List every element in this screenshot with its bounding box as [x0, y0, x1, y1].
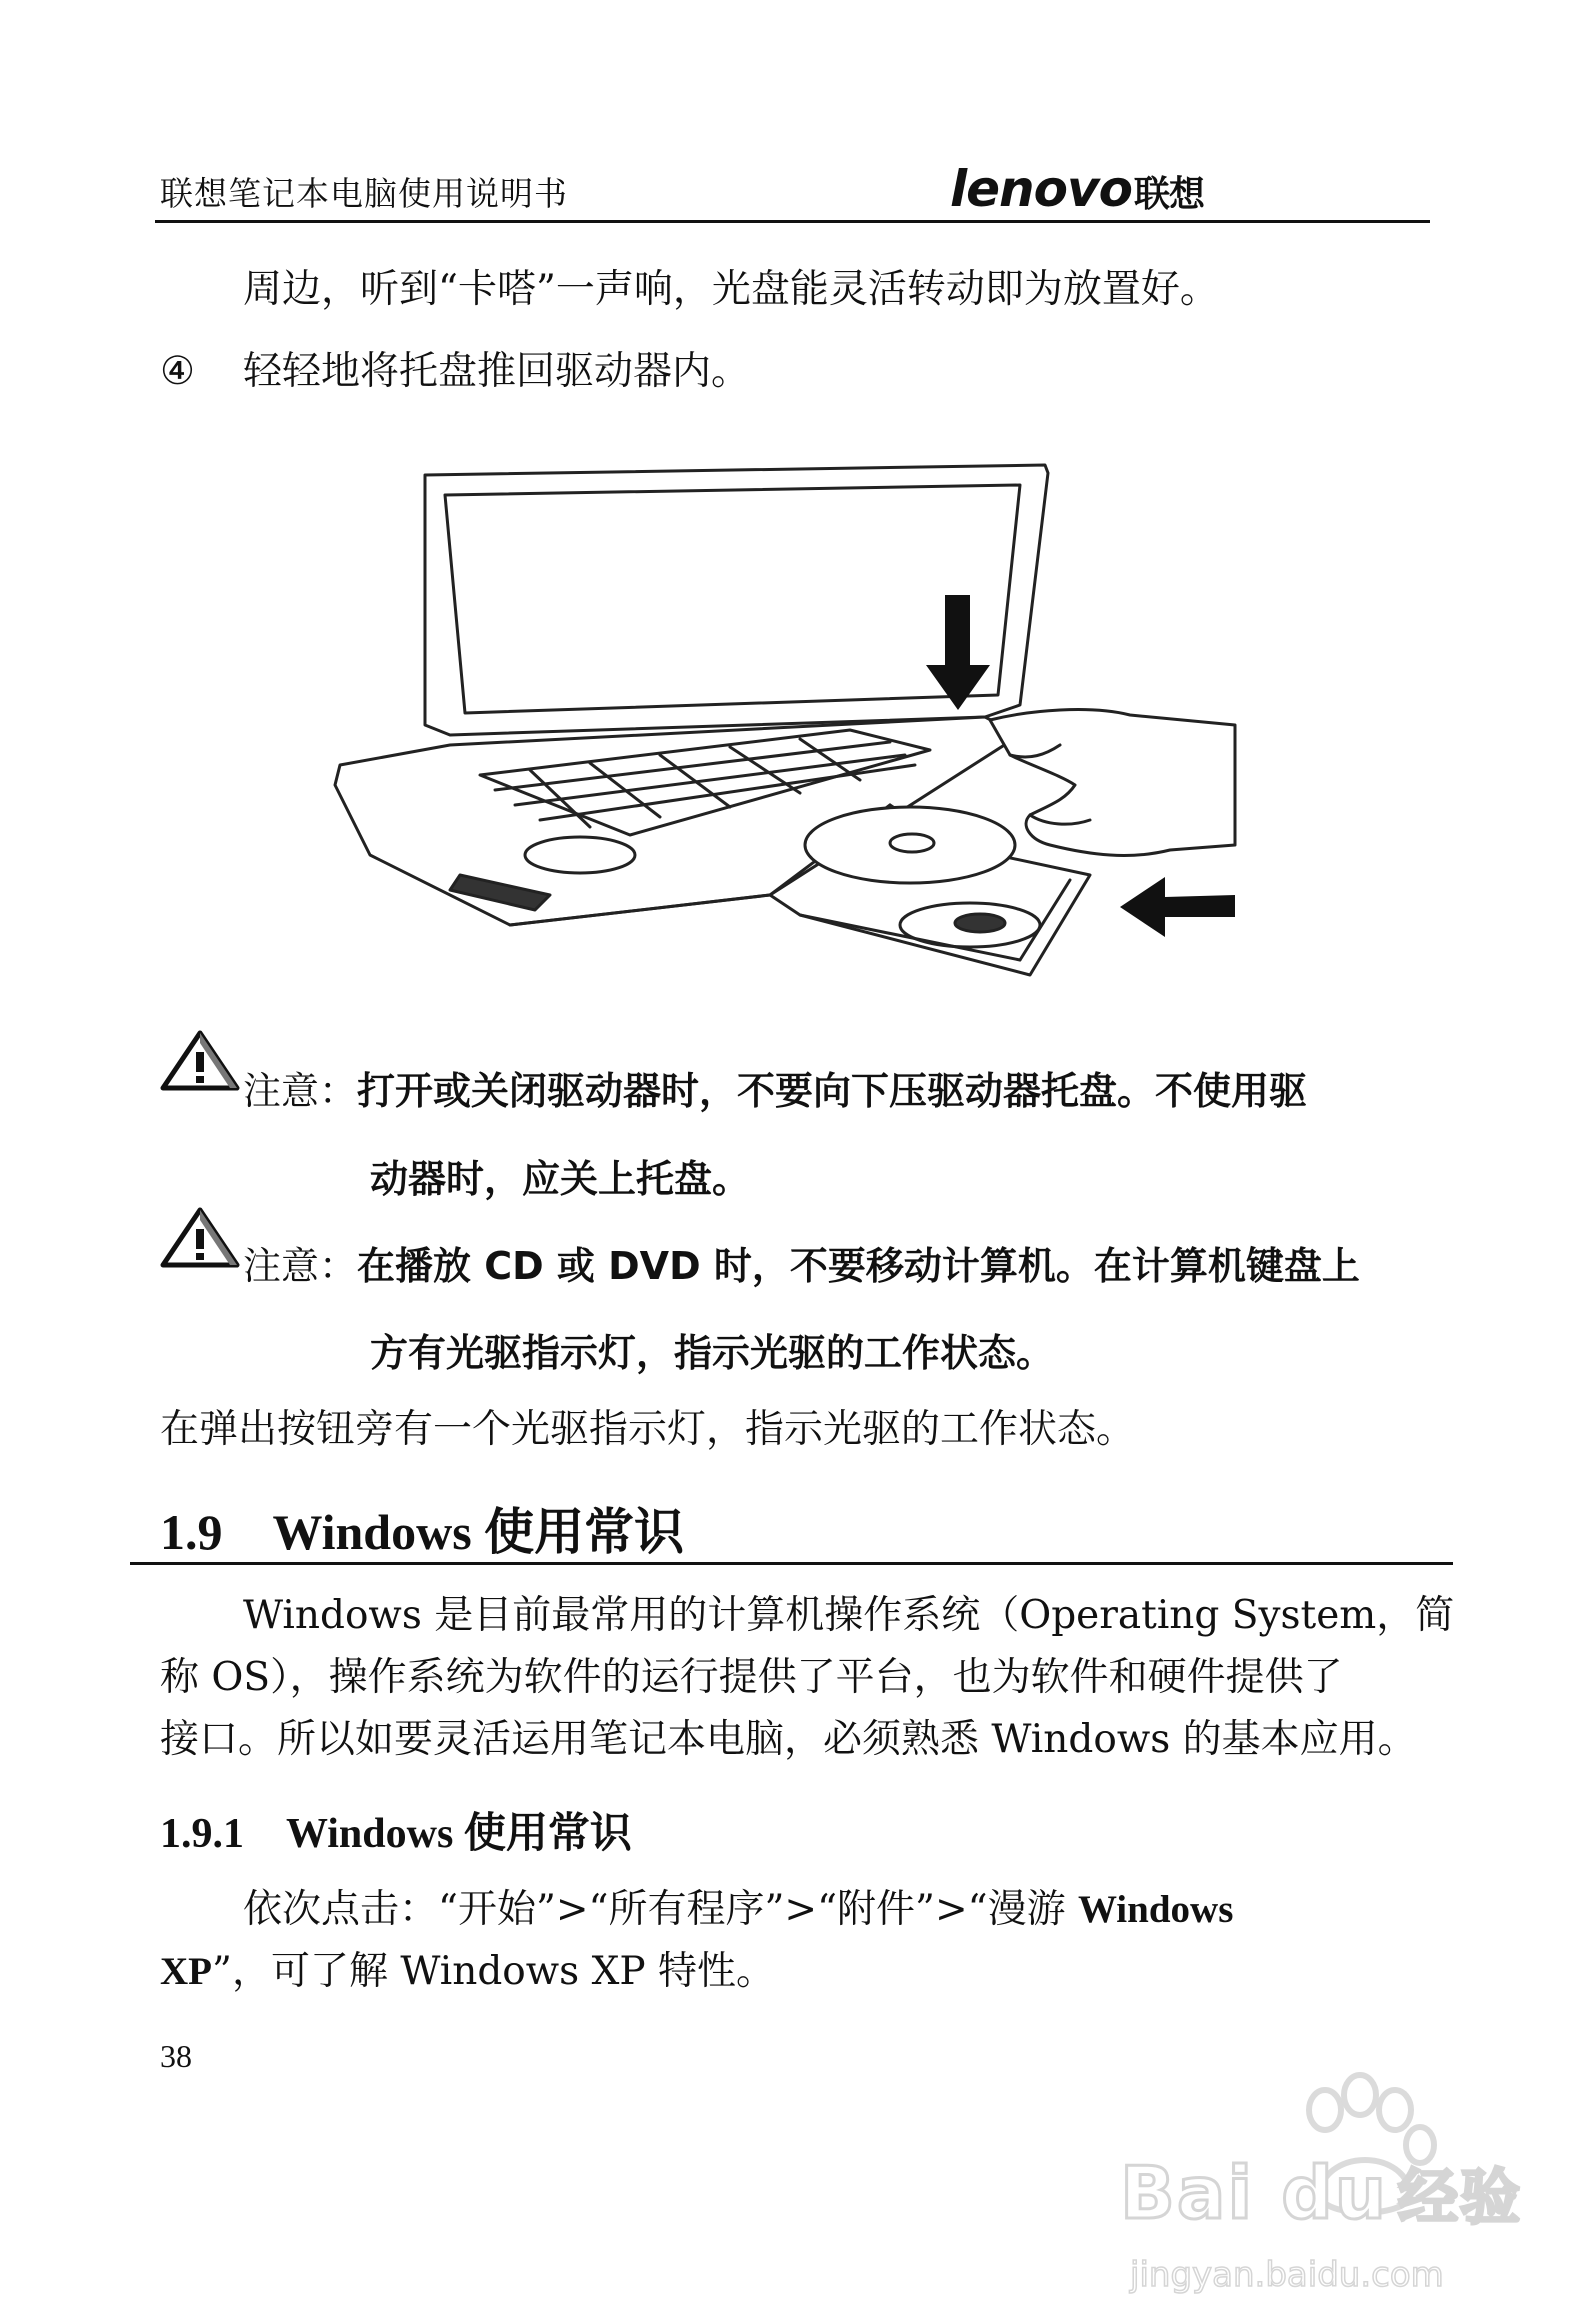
section-body-line: 称 OS），操作系统为软件的运行提供了平台，也为软件和硬件提供了: [160, 1655, 1343, 1700]
warning-icon: [160, 1207, 240, 1269]
sub-body-rest: ”，可了解 Windows XP 特性。: [212, 1949, 775, 1994]
section-body-line: Windows 是目前最常用的计算机操作系统（Operating System，简: [243, 1593, 1455, 1638]
watermark-brand: Bai du: [1120, 2151, 1389, 2235]
lenovo-logo: [950, 160, 1204, 218]
section-heading: [160, 1492, 684, 1564]
step-marker: ④: [160, 349, 195, 394]
note-1-line2: 动器时，应关上托盘。: [370, 1157, 751, 1201]
note-2-line2: 方有光驱指示灯，指示光驱的工作状态。: [370, 1331, 1055, 1375]
watermark-url: jingyan.baidu.com: [1130, 2255, 1444, 2295]
logo-text: lenovo: [950, 160, 1132, 218]
note-2-text: 在播放 CD 或 DVD 时，不要移动计算机。在计算机键盘上: [357, 1244, 1360, 1288]
section-number: 1.9: [160, 1504, 223, 1560]
note-2-line1: [243, 1235, 1360, 1290]
sub-body-bold: Windows: [1078, 1888, 1234, 1931]
note-label: 注意：: [243, 1069, 358, 1113]
indicator-paragraph: 在弹出按钮旁有一个光驱指示灯，指示光驱的工作状态。: [160, 1407, 1136, 1452]
sub-body-line2: [160, 1949, 775, 1994]
section-title-en: Windows: [272, 1504, 472, 1560]
subsection-title-en: Windows: [286, 1811, 454, 1857]
section-rule: [130, 1562, 1453, 1565]
header-title: 联想笔记本电脑使用说明书: [160, 174, 568, 213]
intro-line: 周边，听到“卡嗒”一声响，光盘能灵活转动即为放置好。: [243, 267, 1219, 312]
note-label: 注意：: [243, 1244, 358, 1288]
subsection-number: 1.9.1: [160, 1811, 244, 1857]
header-rule: [155, 220, 1430, 223]
page-number: 38: [160, 2038, 192, 2074]
note-1-line1: [243, 1060, 1307, 1115]
watermark-cn: 经验: [1398, 2163, 1523, 2233]
warning-icon: [160, 1030, 240, 1092]
step-text: 轻轻地将托盘推回驱动器内。: [243, 349, 751, 394]
sub-body-bold: XP: [160, 1950, 212, 1993]
section-title-cn: 使用常识: [484, 1503, 685, 1561]
baidu-watermark: [1120, 2070, 1560, 2304]
logo-cn: 联想: [1133, 174, 1204, 215]
sub-body-prefix: 依次点击：“开始”>“所有程序”>“附件”>“漫游: [243, 1887, 1066, 1932]
subsection-title-cn: 使用常识: [463, 1808, 632, 1857]
sub-body-line1: [243, 1887, 1234, 1932]
subsection-heading: [160, 1800, 632, 1860]
section-body-line: 接口。所以如要灵活运用笔记本电脑，必须熟悉 Windows 的基本应用。: [160, 1717, 1417, 1762]
note-1-text: 打开或关闭驱动器时，不要向下压驱动器托盘。不使用驱: [357, 1069, 1308, 1113]
laptop-disc-illustration: [330, 455, 1270, 985]
